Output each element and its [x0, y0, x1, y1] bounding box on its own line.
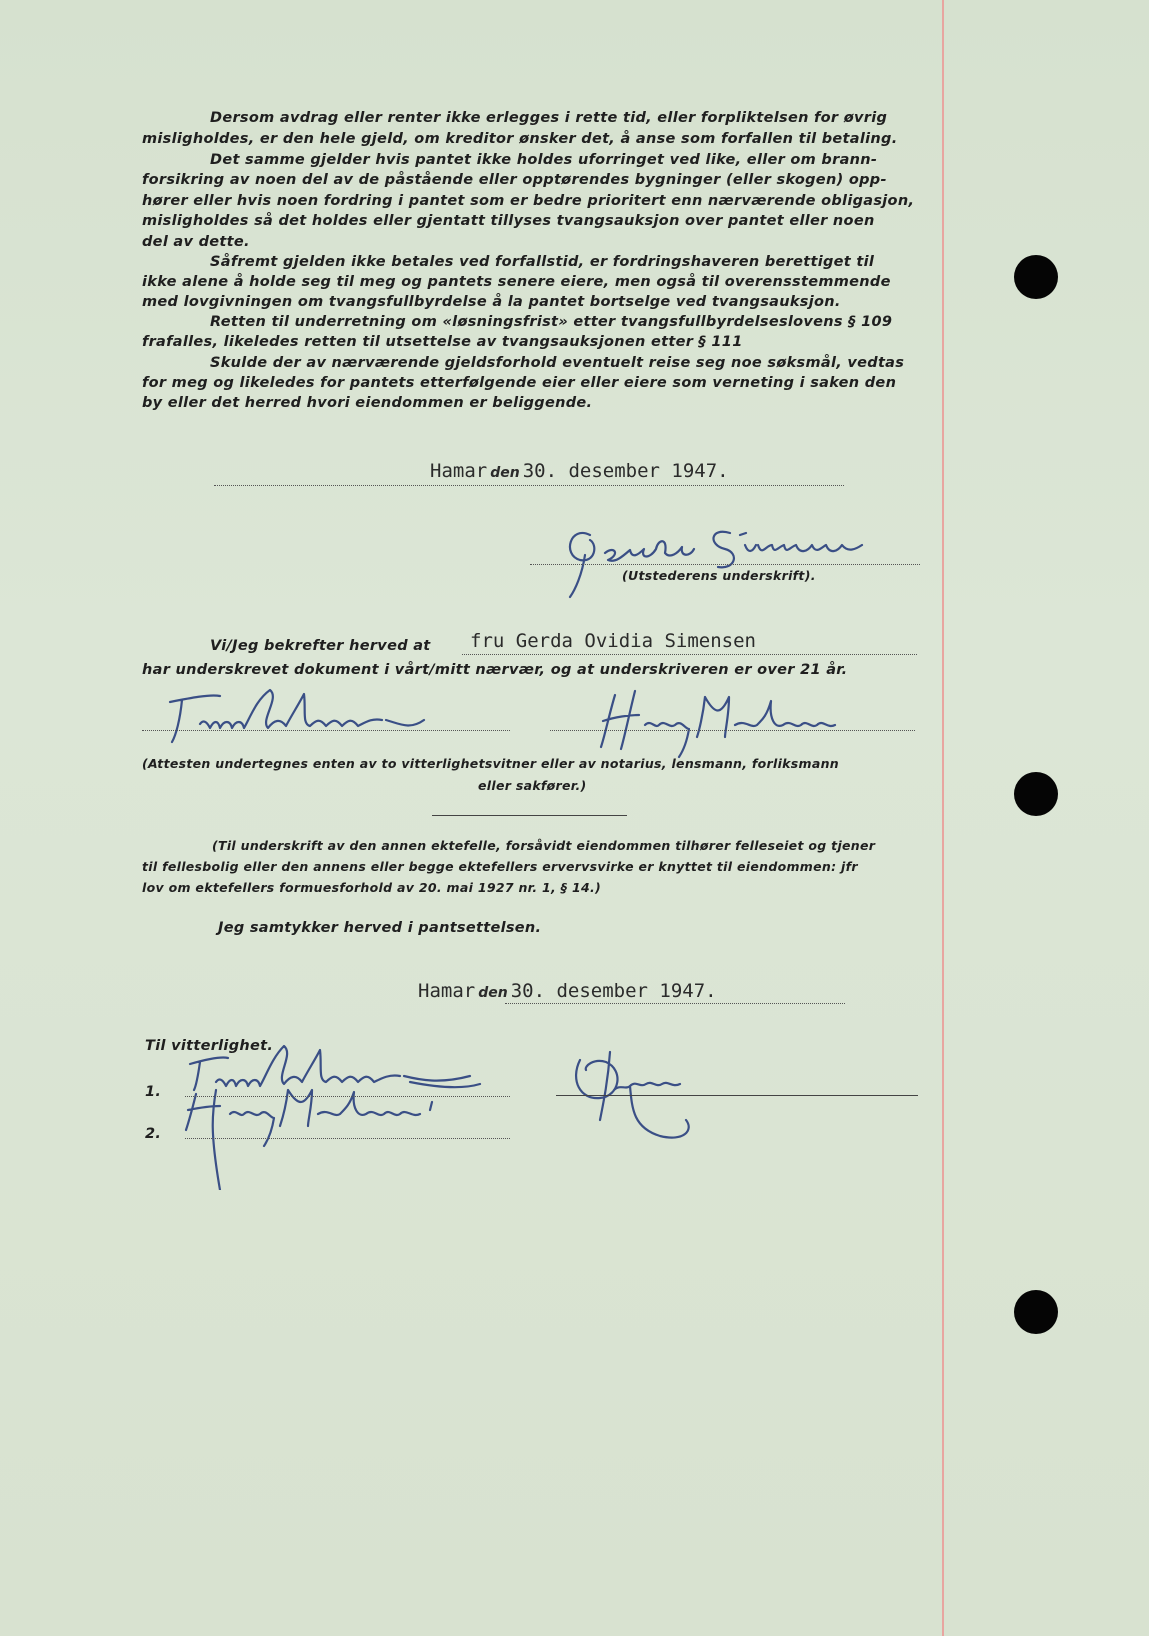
consent-signature-line	[556, 1095, 918, 1096]
para-line: del av dette.	[142, 234, 250, 250]
para-line: Skulde der av nærværende gjeldsforhold eventuelt reise seg noe søksmål, vedtas	[210, 355, 905, 371]
para-line: frafalles, likeledes retten til utsettelse av tvangsauksjonen etter § 111	[142, 334, 743, 350]
para-line: forsikring av noen del av de påstående eller opptørendes bygninger (eller skogen) opp-	[142, 172, 887, 188]
den-label: den	[490, 465, 520, 481]
witness-2-line	[185, 1138, 510, 1139]
confirm-name: fru Gerda Ovidia Simensen	[470, 630, 756, 652]
date: 30. desember 1947.	[522, 460, 729, 482]
para-line: misligholdes så det holdes eller gjentatt tillyses tvangsauksjon over pantet eller noen	[142, 213, 875, 229]
date: 30. desember 1947.	[510, 980, 717, 1002]
witness-number-1: 1.	[145, 1084, 162, 1100]
place: Hamar	[418, 980, 476, 1002]
para-line: misligholdes, er den hele gjeld, om kreditor ønsker det, å anse som forfallen til betaling.	[142, 131, 898, 147]
para-line: Det samme gjelder hvis pantet ikke holdes uforringet ved like, eller om brann-	[210, 152, 878, 168]
confirm-prefix: Vi/Jeg bekrefter herved at	[210, 638, 431, 654]
para-line: hører eller hvis noen fordring i pantet som er bedre prioritert enn nærværende obligasjon,	[142, 193, 915, 209]
date-dotted-line	[505, 1003, 845, 1004]
margin-rule	[942, 0, 944, 1636]
consent-text: Jeg samtykker herved i pantsettelsen.	[218, 920, 542, 936]
para-line: med lovgivningen om tvangsfullbyrdelse å la pantet bortselge ved tvangsauksjon.	[142, 294, 841, 310]
witness-line-1	[142, 730, 510, 731]
place: Hamar	[430, 460, 488, 482]
confirm-name-line	[462, 654, 917, 655]
spouse-note-line: til fellesbolig eller den annens eller begge ektefellers ervervsvirke er knyttet til eiendommen: jfr	[142, 859, 858, 874]
witness-heading: Til vitterlighet.	[145, 1038, 274, 1054]
attest-note-line: eller sakfører.)	[478, 778, 587, 793]
attest-note-line: (Attesten undertegnes enten av to vitterlighetsvitner eller av notarius, lensmann, forliksmann	[142, 756, 839, 771]
separator-line	[432, 815, 627, 816]
confirm-line-2: har underskrevet dokument i vårt/mitt nærvær, og at underskriveren er over 21 år.	[142, 662, 848, 678]
para-line: by eller det herred hvori eiendommen er beliggende.	[142, 395, 593, 411]
witness-line-2	[550, 730, 915, 731]
issuer-caption: (Utstederens underskrift).	[622, 568, 816, 583]
para-line: Såfremt gjelden ikke betales ved forfallstid, er fordringshaveren berettiget til	[210, 254, 875, 270]
para-line: ikke alene å holde seg til meg og pantets senere eiere, men også til overensstemmende	[142, 274, 891, 290]
issuer-signature-line	[530, 564, 920, 565]
punch-hole-icon	[1014, 255, 1058, 299]
spouse-note-line: (Til underskrift av den annen ektefelle, forsåvidt eiendommen tilhører felleseiet og tjener	[212, 838, 876, 853]
witness-number-2: 2.	[145, 1126, 162, 1142]
den-label: den	[478, 985, 508, 1001]
para-line: for meg og likeledes for pantets etterfølgende eier eller eiere som verneting i saken den	[142, 375, 897, 391]
date-dotted-line	[214, 485, 844, 486]
para-line: Dersom avdrag eller renter ikke erlegges i rette tid, eller forpliktelsen for øvrig	[210, 110, 888, 126]
date-line-1	[430, 460, 729, 482]
spouse-note-line: lov om ektefellers formuesforhold av 20. mai 1927 nr. 1, § 14.)	[142, 880, 601, 895]
witness-signature-1	[160, 680, 480, 760]
witness-signature-2	[595, 685, 885, 765]
punch-hole-icon	[1014, 1290, 1058, 1334]
punch-hole-icon	[1014, 772, 1058, 816]
para-line: Retten til underretning om «løsningsfrist» etter tvangsfullbyrdelseslovens § 109	[210, 314, 893, 330]
date-line-2	[418, 980, 717, 1002]
witness-1-line	[185, 1096, 510, 1097]
issuer-signature	[560, 515, 920, 615]
